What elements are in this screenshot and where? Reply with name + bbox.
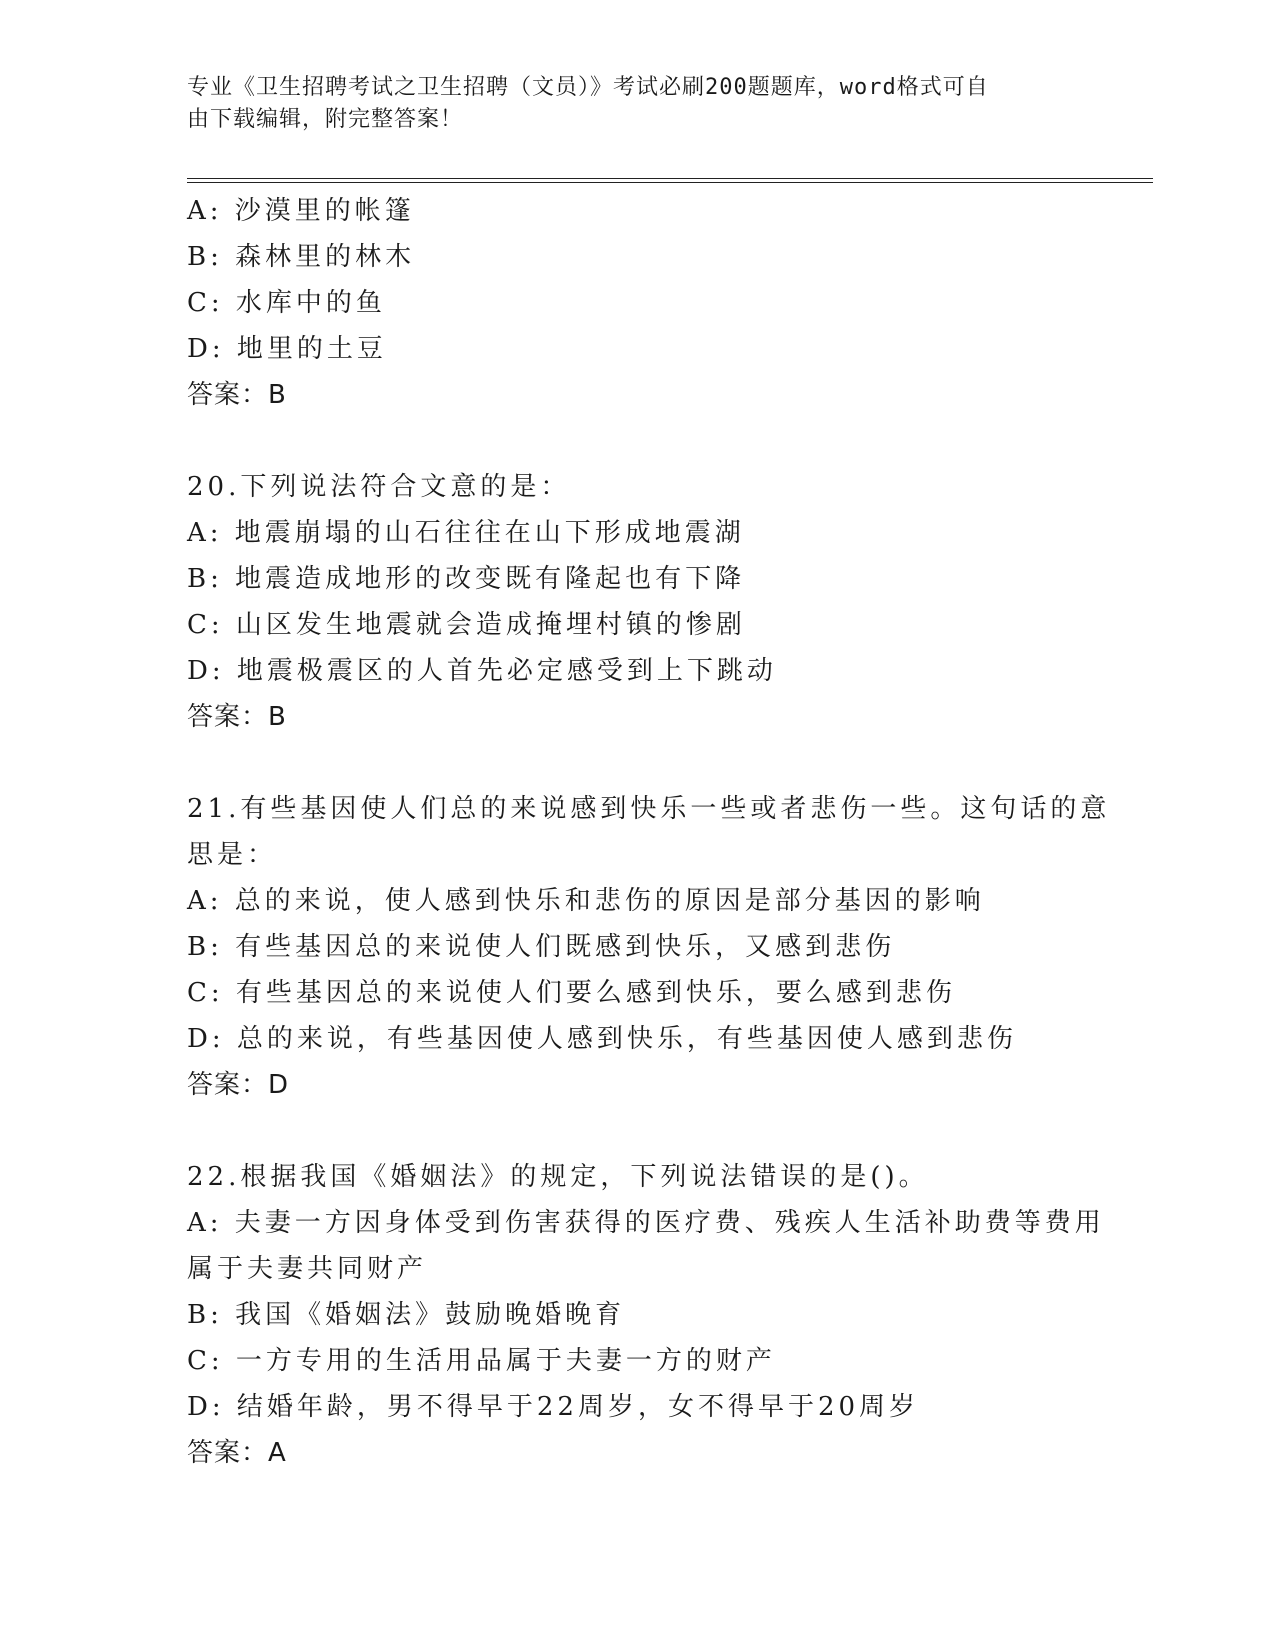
question-stem: 22.根据我国《婚姻法》的规定，下列说法错误的是()。 [187, 1162, 929, 1192]
option-c: C: 有些基因总的来说使人们要么感到快乐，要么感到悲伤 [187, 978, 956, 1008]
option-a-continued: 属于夫妻共同财产 [187, 1254, 428, 1284]
option-c: C: 水库中的鱼 [187, 288, 386, 318]
option-a: A: 沙漠里的帐篷 [187, 196, 415, 226]
option-d: D: 总的来说，有些基因使人感到快乐，有些基因使人感到悲伤 [187, 1024, 1017, 1054]
option-d: D: 结婚年龄，男不得早于22周岁，女不得早于20周岁 [187, 1392, 920, 1422]
question-21 [187, 786, 1111, 1108]
option-a: A: 地震崩塌的山石往往在山下形成地震湖 [187, 518, 745, 548]
header-line-2: 由下载编辑，附完整答案！ [187, 107, 464, 132]
option-a: A: 夫妻一方因身体受到伤害获得的医疗费、残疾人生活补助费等费用 [187, 1208, 1105, 1238]
answer: 答案：D [187, 1070, 290, 1100]
answer: 答案：A [187, 1438, 287, 1468]
header-line-1: 专业《卫生招聘考试之卫生招聘（文员）》考试必刷200题题库，word格式可自 [187, 75, 989, 100]
option-b: B: 森林里的林木 [187, 242, 416, 272]
question-22 [187, 1154, 1105, 1476]
option-d: D: 地里的土豆 [187, 334, 387, 364]
spacer [187, 1108, 1087, 1154]
question-stem: 21.有些基因使人们总的来说感到快乐一些或者悲伤一些。这句话的意 [187, 794, 1111, 824]
header-divider [187, 178, 1153, 183]
question-stem-continued: 思是： [187, 840, 278, 870]
option-b: B: 我国《婚姻法》鼓励晚婚晚育 [187, 1300, 626, 1330]
option-d: D: 地震极震区的人首先必定感受到上下跳动 [187, 656, 777, 686]
spacer [187, 418, 1087, 464]
answer: 答案：B [187, 702, 287, 732]
spacer [187, 740, 1087, 786]
option-c: C: 山区发生地震就会造成掩埋村镇的惨剧 [187, 610, 746, 640]
question-19 [187, 188, 1087, 418]
option-b: B: 地震造成地形的改变既有隆起也有下降 [187, 564, 746, 594]
answer: 答案：B [187, 380, 287, 410]
document-header [187, 72, 1067, 136]
option-c: C: 一方专用的生活用品属于夫妻一方的财产 [187, 1346, 776, 1376]
question-stem: 20.下列说法符合文意的是： [187, 472, 571, 502]
option-a: A: 总的来说，使人感到快乐和悲伤的原因是部分基因的影响 [187, 886, 985, 916]
question-20 [187, 464, 1087, 740]
option-b: B: 有些基因总的来说使人们既感到快乐，又感到悲伤 [187, 932, 896, 962]
question-content [187, 188, 1111, 1476]
